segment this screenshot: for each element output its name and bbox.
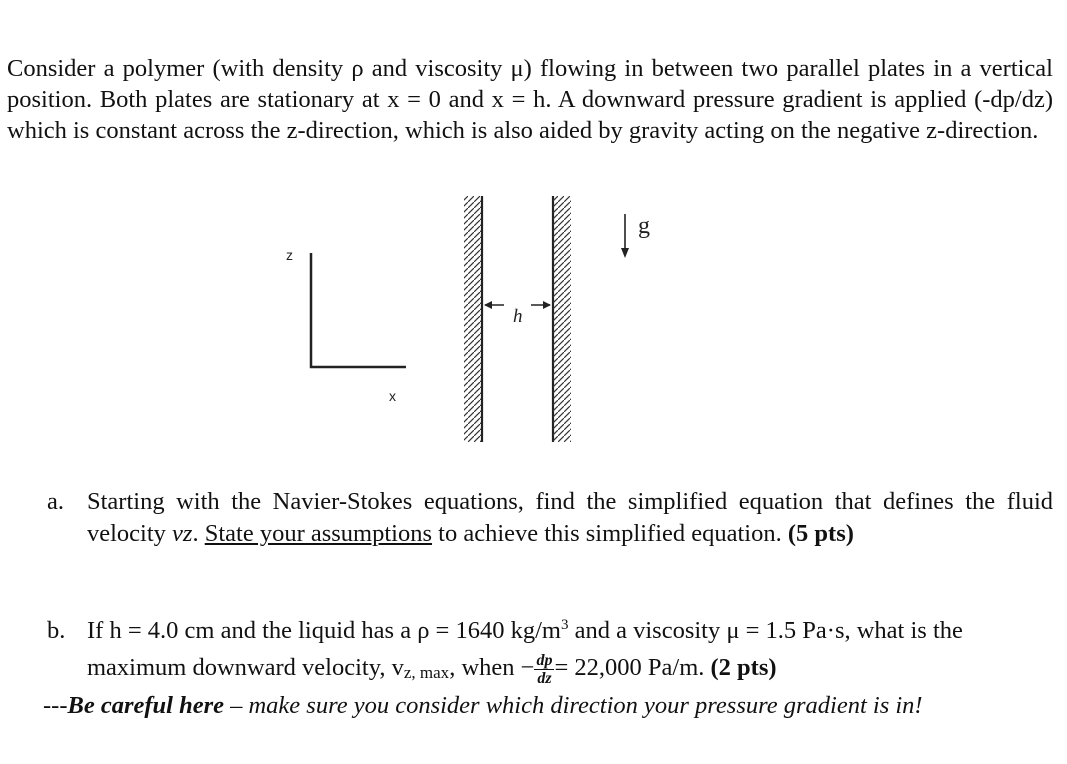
part-a-text-2: .: [192, 520, 205, 547]
part-a-text-1: Starting with the Navier-Stokes equations, find the simplified equation that defines the fluid velocity: [87, 488, 1053, 547]
right-plate: [553, 196, 571, 442]
fraction-numerator: dp: [536, 651, 553, 669]
warning-bold: Be careful here: [67, 692, 224, 719]
gap-dimension: [484, 301, 551, 327]
x-axis-label: x: [389, 388, 396, 404]
vz-symbol: vz: [172, 520, 193, 547]
part-b: [47, 612, 1053, 687]
part-b-text-1: If h = 4.0 cm and the liquid has a ρ = 1640 kg/m: [87, 617, 561, 644]
gap-h-label: h: [513, 306, 523, 327]
part-a-text: [87, 486, 1053, 550]
part-b-points: (2 pts): [710, 654, 777, 681]
problem-intro: [7, 53, 1053, 146]
cubic-exponent: 3: [560, 616, 569, 633]
gravity-g-label: g: [638, 213, 650, 239]
fraction-denominator: dz: [537, 669, 552, 687]
part-b-text-3: , when −: [449, 654, 535, 681]
part-b-text-4: = 22,000 Pa/m.: [554, 654, 711, 681]
part-a-marker: a.: [47, 488, 64, 515]
coordinate-axes: [286, 247, 406, 404]
part-b-marker: b.: [47, 617, 66, 644]
assumptions-underline: State your assumptions: [204, 520, 433, 547]
z-axis-label: z: [286, 247, 293, 263]
intro-text: Consider a polymer (with density ρ and viscosity μ) flowing in between two parallel plates in a vertical position. Both plates are stationary at x = 0 and x = h. A downward pressure gradient is applied (-dp/dz) which is constant across the z-direction, which is also aided by gravity acting on the negative z-direction.: [7, 55, 1053, 144]
parallel-plates-figure: [270, 190, 690, 450]
gravity-indicator: [621, 213, 650, 258]
part-b-text-2: and a viscosity μ = 1.5 Pa·s, what is the maximum downward velocity, v: [87, 617, 963, 681]
part-a: [47, 486, 1053, 550]
part-a-points: (5 pts): [787, 520, 854, 547]
left-plate: [464, 196, 482, 442]
warning-rest: – make sure you consider which direction your pressure gradient is in!: [223, 692, 923, 719]
part-a-text-3: to achieve this simplified equation.: [432, 520, 788, 547]
careful-warning: [43, 690, 1053, 722]
pressure-gradient-fraction: [534, 652, 554, 687]
warning-prefix: ---: [43, 692, 68, 719]
part-b-text: [87, 612, 1053, 687]
vz-max-subscript: z, max: [403, 663, 450, 682]
